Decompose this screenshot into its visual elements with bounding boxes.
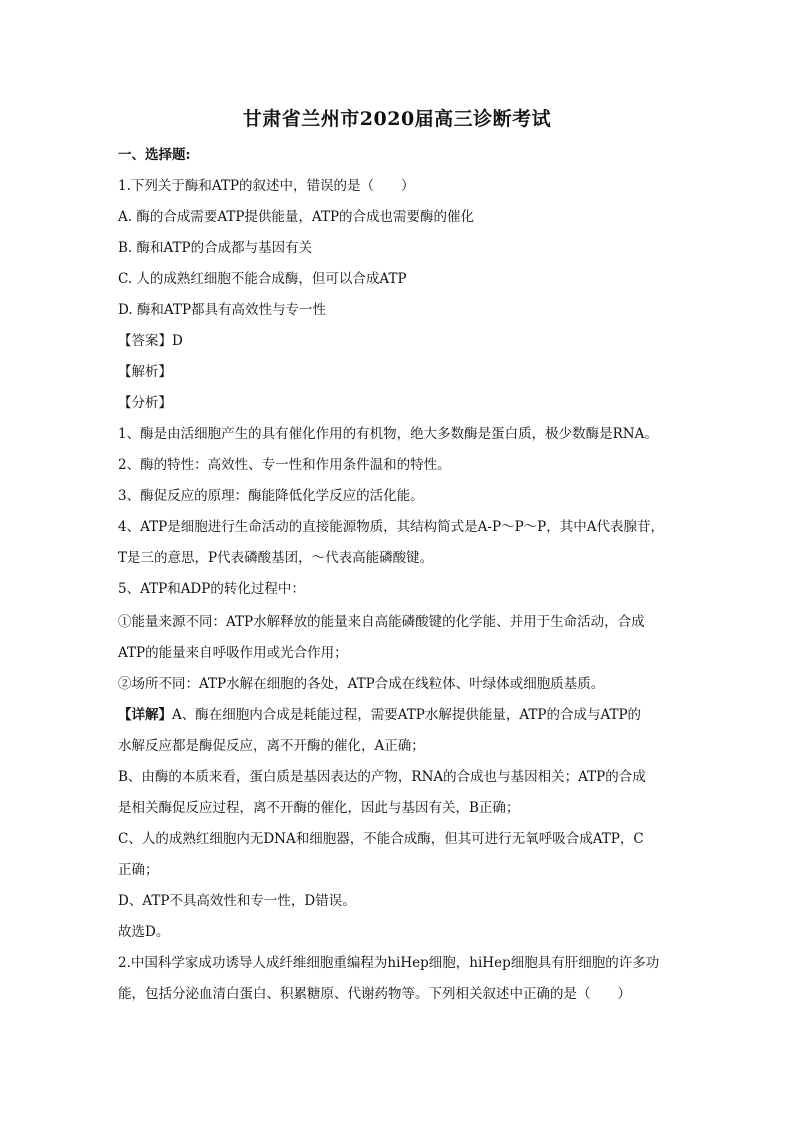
question-1-option-b: B. 酶和ATP的合成都与基因有关 [118,240,313,256]
conclusion: 故选D。 [118,924,170,940]
detail-b-line-1: B、由酶的本质来看，蛋白质是基因表达的产物，RNA的合成也与基因相关；ATP的合成 [118,769,646,785]
analysis-3: 3、酶促反应的原理：酶能降低化学反应的活化能。 [118,488,424,504]
detail-c-line-2: 正确； [118,862,159,878]
analysis-5a-line-2: ATP的能量来自呼吸作用或光合作用； [118,645,348,661]
exam-title: 甘肃省兰州市2020届高三诊断考试 [242,108,552,130]
detail-a-line-2: 水解反应都是酶促反应，离不开酶的催化，A正确； [118,738,425,754]
analysis-5: 5、ATP和ADP的转化过程中： [118,581,305,597]
analysis-5a-line-1: ①能量来源不同：ATP水解释放的能量来自高能磷酸键的化学能、并用于生命活动，合成 [118,614,645,630]
detail-a-text: A、酶在细胞内合成是耗能过程，需要ATP水解提供能量，ATP的合成与ATP的 [172,707,642,723]
question-1-option-c: C. 人的成熟红细胞不能合成酶，但可以合成ATP [118,271,407,287]
detail-b-line-2: 是相关酶促反应过程，离不开酶的催化，因此与基因有关，B正确； [118,800,520,816]
question-1-stem: 1.下列关于酶和ATP的叙述中，错误的是（ ） [118,178,415,194]
analysis-1: 1、酶是由活细胞产生的具有催化作用的有机物，绝大多数酶是蛋白质，极少数酶是RNA。 [118,426,658,442]
section-heading: 一、选择题: [118,147,191,163]
analysis-5b: ②场所不同：ATP水解在细胞的各处，ATP合成在线粒体、叶绿体或细胞质基质。 [118,676,605,692]
answer-line: 【答案】D [118,333,183,349]
detail-c-line-1: C、人的成熟红细胞内无DNA和细胞器，不能合成酶，但其可进行无氧呼吸合成ATP，C [118,831,644,847]
fenxi-tag: 【分析】 [118,395,172,411]
question-1-option-a: A. 酶的合成需要ATP提供能量，ATP的合成也需要酶的催化 [118,209,475,225]
detail-a-line-1 [118,706,678,724]
question-1-option-d: D. 酶和ATP都具有高效性与专一性 [118,302,327,318]
jiexi-tag: 【解析】 [118,364,172,380]
detail-d: D、ATP不具高效性和专一性，D错误。 [118,893,356,909]
question-2-stem-line-2: 能，包括分泌血清白蛋白、积累糖原、代谢药物等。下列相关叙述中正确的是（ ） [118,986,631,1002]
question-2-stem-line-1: 2.中国科学家成功诱导人成纤维细胞重编程为hiHep细胞，hiHep细胞具有肝细胞的许多功 [118,955,660,971]
analysis-4-line-2: T是三的意思，P代表磷酸基团，～代表高能磷酸键。 [118,550,434,566]
analysis-4-line-1: 4、ATP是细胞进行生命活动的直接能源物质，其结构简式是A-P～P～P，其中A代表腺苷， [118,519,664,535]
detail-tag: 【详解】 [118,707,172,723]
analysis-2: 2、酶的特性：高效性、专一性和作用条件温和的特性。 [118,457,451,473]
